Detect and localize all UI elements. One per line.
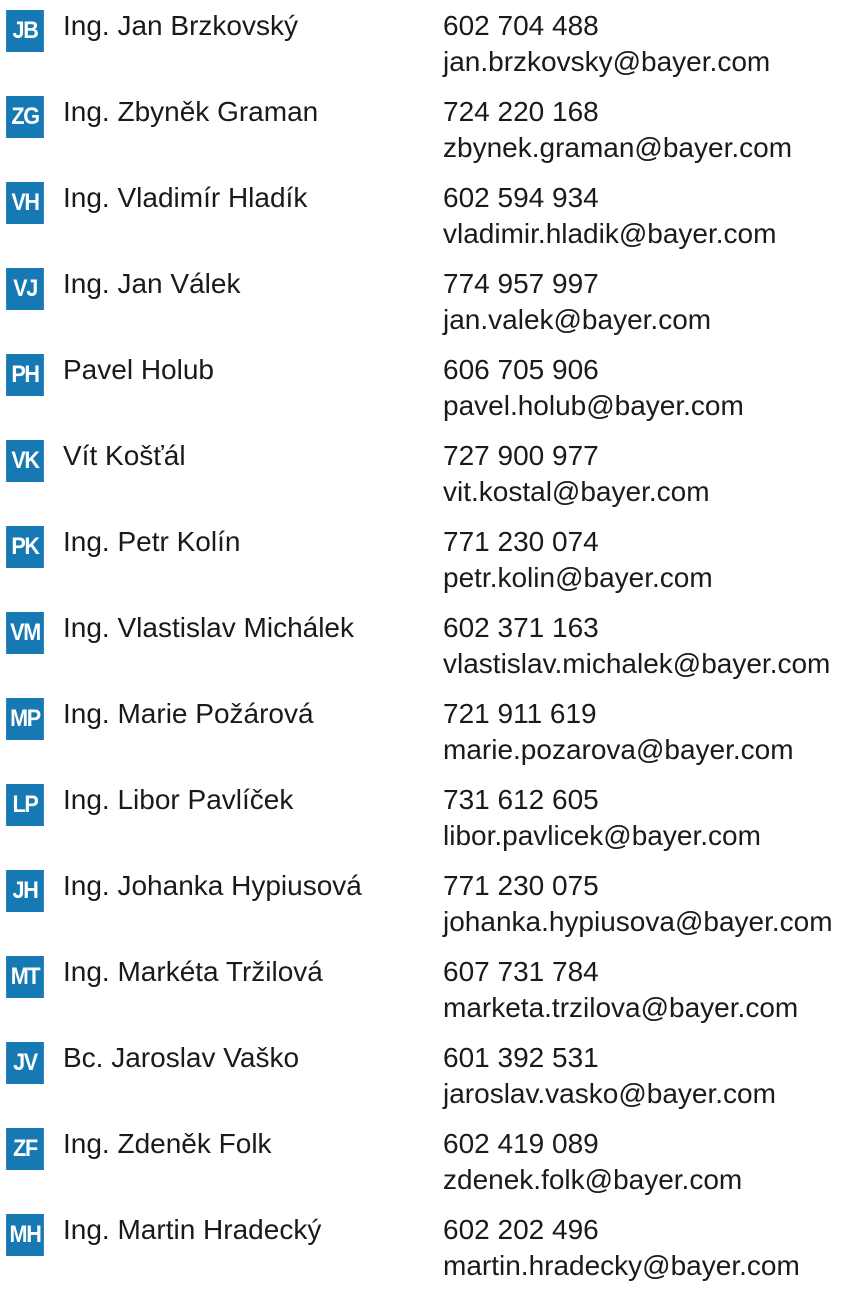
contact-name: Vít Košťál bbox=[63, 440, 186, 471]
contact-name: Bc. Jaroslav Vaško bbox=[63, 1042, 300, 1073]
initials-badge: VH bbox=[6, 182, 44, 224]
contact-entry bbox=[0, 696, 848, 782]
contact-phone[interactable]: 771 230 074 bbox=[443, 526, 599, 557]
contact-phone[interactable]: 771 230 075 bbox=[443, 870, 599, 901]
contact-phone[interactable]: 602 371 163 bbox=[443, 612, 599, 643]
initials-badge: JB bbox=[6, 10, 44, 52]
contact-entry bbox=[0, 94, 848, 180]
contact-name: Ing. Zbyněk Graman bbox=[63, 96, 319, 127]
contact-entry bbox=[0, 438, 848, 524]
contact-name: Ing. Martin Hradecký bbox=[63, 1214, 322, 1245]
contact-entry bbox=[0, 610, 848, 696]
contact-entry bbox=[0, 1040, 848, 1126]
contact-phone[interactable]: 602 419 089 bbox=[443, 1128, 599, 1159]
contact-phone[interactable]: 601 392 531 bbox=[443, 1042, 599, 1073]
contact-entry bbox=[0, 352, 848, 438]
initials-badge: MT bbox=[6, 956, 44, 998]
contact-email[interactable]: zbynek.graman@bayer.com bbox=[443, 132, 793, 163]
initials-badge: MH bbox=[6, 1214, 44, 1256]
contact-list bbox=[0, 8, 848, 1298]
initials-badge: VJ bbox=[6, 268, 44, 310]
initials-badge: LP bbox=[6, 784, 44, 826]
contact-email[interactable]: johanka.hypiusova@bayer.com bbox=[443, 906, 833, 937]
contact-name: Ing. Vlastislav Michálek bbox=[63, 612, 355, 643]
contact-entry bbox=[0, 180, 848, 266]
contact-email[interactable]: marie.pozarova@bayer.com bbox=[443, 734, 794, 765]
initials-badge: JV bbox=[6, 1042, 44, 1084]
initials-badge: ZF bbox=[6, 1128, 44, 1170]
contact-entry bbox=[0, 524, 848, 610]
contact-entry bbox=[0, 266, 848, 352]
contact-entry bbox=[0, 954, 848, 1040]
contact-name: Ing. Vladimír Hladík bbox=[63, 182, 308, 213]
initials-badge: PK bbox=[6, 526, 44, 568]
contact-entry bbox=[0, 8, 848, 94]
contact-name: Ing. Markéta Tržilová bbox=[63, 956, 323, 987]
contact-phone[interactable]: 602 704 488 bbox=[443, 10, 599, 41]
initials-badge: VK bbox=[6, 440, 44, 482]
initials-badge: MP bbox=[6, 698, 44, 740]
contact-email[interactable]: zdenek.folk@bayer.com bbox=[443, 1164, 743, 1195]
contact-email[interactable]: pavel.holub@bayer.com bbox=[443, 390, 744, 421]
contact-entry bbox=[0, 1212, 848, 1298]
initials-badge: VM bbox=[6, 612, 44, 654]
contact-email[interactable]: vladimir.hladik@bayer.com bbox=[443, 218, 777, 249]
contact-email[interactable]: jan.brzkovsky@bayer.com bbox=[443, 46, 771, 77]
contact-email[interactable]: jaroslav.vasko@bayer.com bbox=[443, 1078, 776, 1109]
contact-email[interactable]: marketa.trzilova@bayer.com bbox=[443, 992, 799, 1023]
contact-name: Ing. Petr Kolín bbox=[63, 526, 241, 557]
contact-email[interactable]: jan.valek@bayer.com bbox=[443, 304, 712, 335]
contact-entry bbox=[0, 1126, 848, 1212]
contact-phone[interactable]: 602 202 496 bbox=[443, 1214, 599, 1245]
contact-email[interactable]: libor.pavlicek@bayer.com bbox=[443, 820, 761, 851]
contact-name: Ing. Marie Požárová bbox=[63, 698, 314, 729]
initials-badge: PH bbox=[6, 354, 44, 396]
contact-name: Ing. Zdeněk Folk bbox=[63, 1128, 272, 1159]
contact-name: Ing. Jan Brzkovský bbox=[63, 10, 298, 41]
contact-name: Ing. Jan Válek bbox=[63, 268, 241, 299]
contact-phone[interactable]: 731 612 605 bbox=[443, 784, 599, 815]
initials-badge: ZG bbox=[6, 96, 44, 138]
contact-phone[interactable]: 724 220 168 bbox=[443, 96, 599, 127]
contact-phone[interactable]: 606 705 906 bbox=[443, 354, 599, 385]
contact-phone[interactable]: 602 594 934 bbox=[443, 182, 599, 213]
contact-email[interactable]: petr.kolin@bayer.com bbox=[443, 562, 713, 593]
contact-email[interactable]: martin.hradecky@bayer.com bbox=[443, 1250, 800, 1281]
contact-name: Pavel Holub bbox=[63, 354, 214, 385]
contact-name: Ing. Libor Pavlíček bbox=[63, 784, 294, 815]
contact-phone[interactable]: 727 900 977 bbox=[443, 440, 599, 471]
contact-name: Ing. Johanka Hypiusová bbox=[63, 870, 362, 901]
contact-entry bbox=[0, 782, 848, 868]
initials-badge: JH bbox=[6, 870, 44, 912]
contact-phone[interactable]: 607 731 784 bbox=[443, 956, 599, 987]
contact-email[interactable]: vlastislav.michalek@bayer.com bbox=[443, 648, 831, 679]
contact-phone[interactable]: 721 911 619 bbox=[443, 698, 597, 729]
contact-email[interactable]: vit.kostal@bayer.com bbox=[443, 476, 710, 507]
contact-entry bbox=[0, 868, 848, 954]
contact-phone[interactable]: 774 957 997 bbox=[443, 268, 599, 299]
